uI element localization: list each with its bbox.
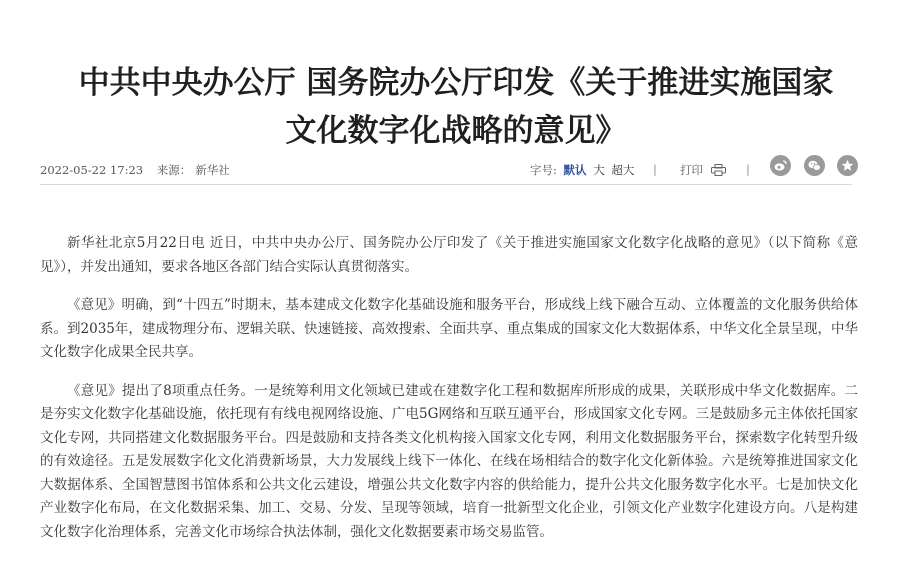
header-divider — [40, 184, 852, 185]
font-size-xlarge-option[interactable]: 超大 — [611, 163, 635, 177]
article-title-line-1: 中共中央办公厅 国务院办公厅印发《关于推进实施国家 — [78, 64, 834, 101]
weibo-icon[interactable] — [770, 155, 791, 176]
font-size-default-option[interactable]: 默认 — [563, 163, 587, 177]
print-label: 打印 — [680, 163, 703, 177]
share-buttons — [770, 155, 867, 179]
wechat-icon[interactable] — [804, 155, 825, 176]
font-size-selector — [530, 162, 634, 178]
article-info — [40, 162, 240, 178]
article-meta-bar — [40, 158, 852, 180]
article-paragraph: 新华社北京5月22日电 近日，中共中央办公厅、国务院办公厅印发了《关于推进实施国家文化数字化战略的意见》（以下简称《意见》），并发出通知，要求各地区各部门结合实际认真贯彻落实。 — [40, 235, 858, 275]
printer-icon — [711, 164, 726, 176]
publish-date: 2022-05-22 17:23 — [40, 163, 144, 177]
font-size-large-option[interactable]: 大 — [593, 163, 605, 177]
article-paragraph: 《意见》明确，到“十四五”时期末，基本建成文化数字化基础设施和服务平台，形成线上线下融合互动、立体覆盖的文化服务供给体系。到2035年，建成物理分布、逻辑关联、快速链接、高效搜索、全面共享、重点集成的国家文化大数据体系，中华文化全景呈现，中华文化数字化成果全民共享。 — [40, 297, 858, 360]
meta-separator: | — [746, 162, 750, 176]
meta-separator: | — [653, 162, 657, 176]
article-body — [40, 232, 858, 559]
article-paragraph: 《意见》提出了8项重点任务。一是统筹利用文化领域已建或在建数字化工程和数据库所形成的成果，关联形成中华文化数据库。二是夯实文化数字化基础设施，依托现有有线电视网络设施、广电5G网络和互联互通平台，形成国家文化专网。三是鼓励多元主体依托国家文化专网，共同搭建文化数据服务平台。四是鼓励和支持各类文化机构接入国家文化专网，利用文化数据服务平台，探索数字化转型升级的有效途径。五是发展数字化文化消费新场景，大力发展线上线下一体化、在线在场相结合的数字化文化新体验。六是统筹推进国家文化大数据体系、全国智慧图书馆体系和公共文化云建设，增强公共文化数字内容的供给能力，提升公共文化服务数字化水平。七是加快文化产业数字化布局，在文化数据采集、加工、交易、分发、呈现等领域，培育一批新型文化企业，引领文化产业数字化建设方向。八是构建文化数字化治理体系，完善文化市场综合执法体制，强化文化数据要素市场交易监管。 — [40, 382, 858, 540]
article-title — [30, 59, 882, 155]
article-title-line-2: 文化数字化战略的意见》 — [285, 112, 627, 149]
source-label: 来源： — [156, 163, 192, 177]
favorite-icon[interactable] — [837, 155, 858, 176]
print-button[interactable] — [680, 162, 726, 178]
source-name: 新华社 — [195, 163, 230, 177]
font-size-label: 字号: — [530, 163, 557, 177]
